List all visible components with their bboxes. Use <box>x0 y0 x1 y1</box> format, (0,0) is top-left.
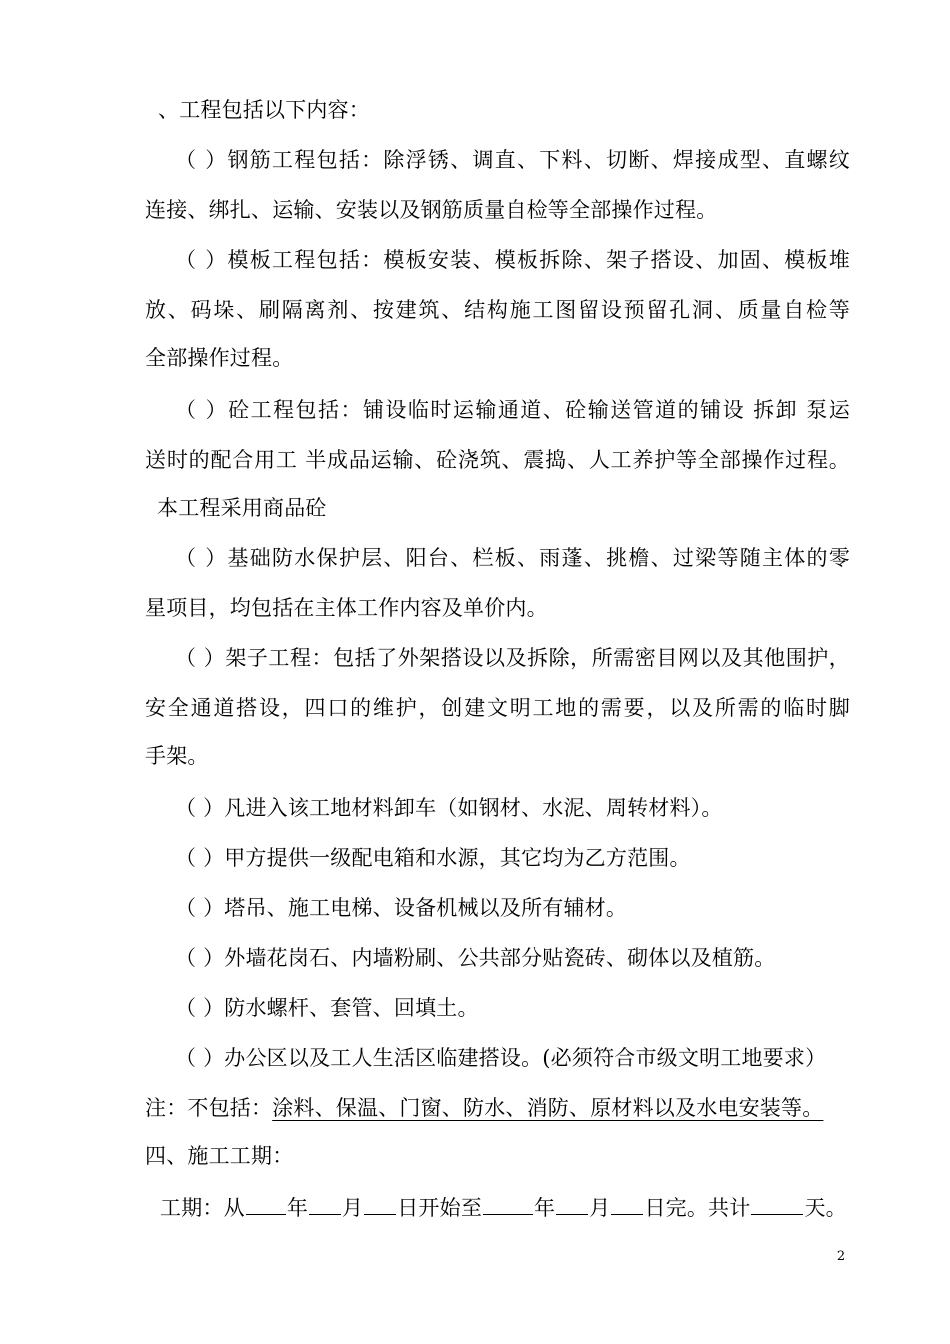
item-concrete-line2: 送时的配合用工 半成品运输、砼浇筑、震捣、人工养护等全部操作过程。 <box>145 448 850 472</box>
end-day-label: 日完。共计 <box>644 1196 751 1220</box>
item-crane: （ ）塔吊、施工电梯、设备机械以及所有辅材。 <box>175 896 628 920</box>
end-year-blank <box>483 1192 533 1215</box>
total-days-blank <box>751 1192 803 1215</box>
item-scaffold-line1: （ ）架子工程：包括了外架搭设以及拆除，所需密目网以及其他围护， <box>175 646 850 670</box>
end-month-label: 月 <box>589 1196 611 1220</box>
item-formwork-line1: （ ）模板工程包括：模板安装、模板拆除、架子搭设、加固、模板堆 <box>175 248 850 272</box>
item-foundation-line1: （ ）基础防水保护层、阳台、栏板、雨蓬、挑檐、过梁等随主体的零 <box>175 546 850 570</box>
exclusion-note <box>145 1094 850 1122</box>
exclusion-note-items: 涂料、保温、门窗、防水、消防、原材料以及水电安装等。 <box>272 1096 824 1120</box>
start-day-blank <box>364 1192 396 1215</box>
item-temporary-facilities: （ ）办公区以及工人生活区临建搭设。(必须符合市级文明工地要求） <box>175 1046 827 1070</box>
construction-period-line <box>160 1192 850 1222</box>
item-formwork-line3: 全部操作过程。 <box>145 346 294 370</box>
item-unloading: （ ）凡进入该工地材料卸车（如钢材、水泥、周转材料）。 <box>175 796 723 820</box>
item-rebar-line2: 连接、绑扎、运输、安装以及钢筋质量自检等全部操作过程。 <box>145 198 718 222</box>
end-year-label: 年 <box>534 1196 556 1220</box>
scope-heading: 、工程包括以下内容： <box>158 98 370 122</box>
item-waterproof-bolts: （ ）防水螺杆、套管、回填土。 <box>175 996 479 1020</box>
page-number: 2 <box>836 1249 846 1264</box>
end-day-blank <box>611 1192 643 1215</box>
start-day-label: 日开始至 <box>397 1196 483 1220</box>
section4-heading: 四、施工工期： <box>145 1144 294 1168</box>
item-rebar-line1: （ ）钢筋工程包括：除浮锈、调直、下料、切断、焊接成型、直螺纹 <box>175 148 850 172</box>
start-month-blank <box>309 1192 341 1215</box>
start-year-blank <box>246 1192 286 1215</box>
exclusion-note-prefix: 注：不包括： <box>145 1096 273 1120</box>
item-foundation-line2: 星项目，均包括在主体工作内容及单价内。 <box>145 596 548 620</box>
start-year-label: 年 <box>286 1196 309 1220</box>
item-scaffold-line3: 手架。 <box>145 744 209 768</box>
item-scaffold-line2: 安全通道搭设，四口的维护，创建文明工地的需要，以及所需的临时脚 <box>145 696 850 720</box>
end-month-blank <box>556 1192 588 1215</box>
item-concrete-line1: （ ）砼工程包括：铺设临时运输通道、砼输送管道的铺设 拆卸 泵运 <box>175 398 850 422</box>
duration-label: 工期：从 <box>160 1196 245 1220</box>
item-formwork-line2: 放、码垛、刷隔离剂、按建筑、结构施工图留设预留孔洞、质量自检等 <box>145 298 850 322</box>
start-month-label: 月 <box>342 1196 364 1220</box>
total-days-label: 天。 <box>804 1196 847 1220</box>
item-concrete-line3: 本工程采用商品砼 <box>157 496 327 520</box>
item-power-water: （ ）甲方提供一级配电箱和水源，其它均为乙方范围。 <box>175 846 691 870</box>
item-finishes: （ ）外墙花岗石、内墙粉刷、公共部分贴瓷砖、砌体以及植筋。 <box>175 946 776 970</box>
